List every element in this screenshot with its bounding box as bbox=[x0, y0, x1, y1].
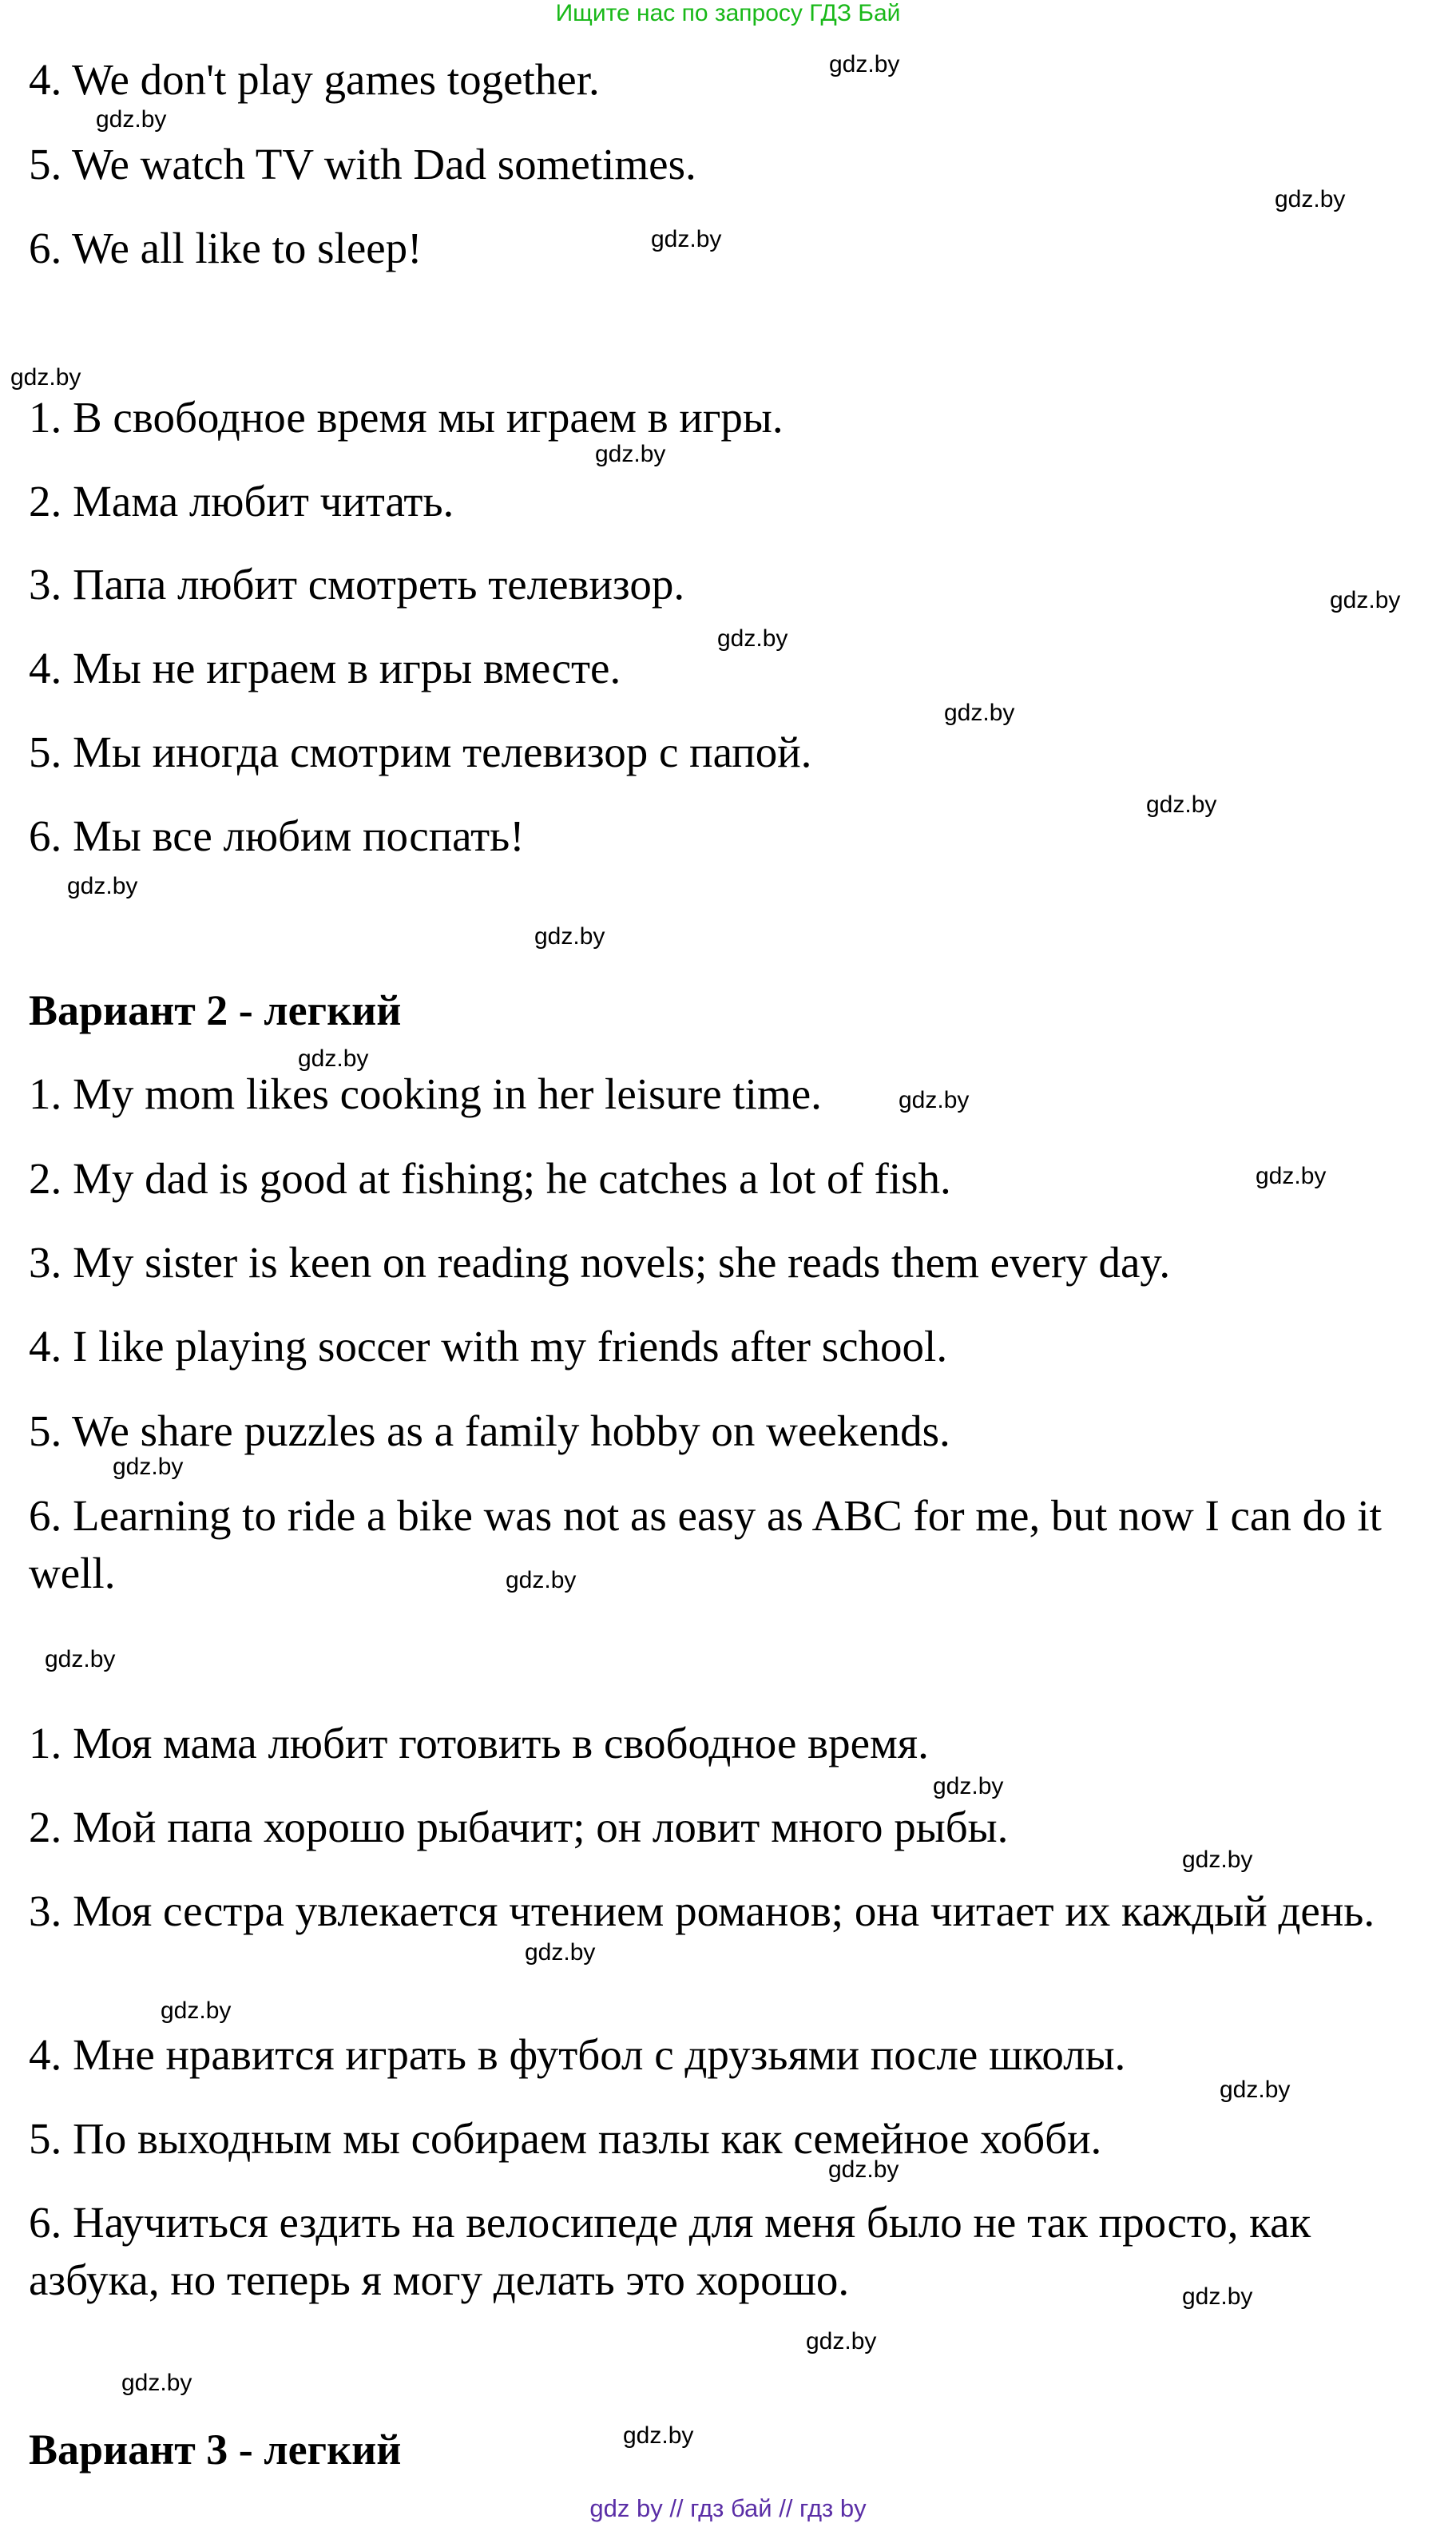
watermark: gdz.by bbox=[1330, 587, 1401, 613]
watermark: gdz.by bbox=[651, 226, 722, 252]
watermark: gdz.by bbox=[595, 441, 666, 467]
watermark: gdz.by bbox=[717, 625, 788, 652]
english-sentence-4: 4. We don't play games together. bbox=[29, 55, 600, 104]
watermark: gdz.by bbox=[933, 1773, 1004, 1799]
watermark: gdz.by bbox=[45, 1646, 116, 1672]
watermark: gdz.by bbox=[161, 1997, 232, 2024]
russian-sentence-1: 1. В свободное время мы играем в игры. bbox=[29, 393, 784, 442]
watermark: gdz.by bbox=[944, 700, 1015, 726]
v2-russian-sentence-4: 4. Мне нравится играть в футбол с друзьями после школы. bbox=[29, 2030, 1126, 2079]
v2-english-sentence-5: 5. We share puzzles as a family hobby on weekends. bbox=[29, 1406, 950, 1455]
v2-english-sentence-1: 1. My mom likes cooking in her leisure time. bbox=[29, 1069, 822, 1118]
russian-sentence-2: 2. Мама любит читать. bbox=[29, 477, 454, 526]
v2-english-sentence-6: 6. Learning to ride a bike was not as easy as ABC for me, but now I can do it well. bbox=[29, 1491, 1382, 1597]
watermark: gdz.by bbox=[1182, 1847, 1253, 1873]
watermark: gdz.by bbox=[1275, 186, 1346, 212]
russian-sentence-5: 5. Мы иногда смотрим телевизор с папой. bbox=[29, 728, 812, 776]
watermark: gdz.by bbox=[113, 1454, 184, 1480]
watermark: gdz.by bbox=[298, 1045, 369, 1072]
variant-3-heading: Вариант 3 - легкий bbox=[29, 2426, 402, 2473]
watermark: gdz.by bbox=[828, 2156, 899, 2183]
watermark: gdz.by bbox=[899, 1087, 970, 1113]
watermark: gdz.by bbox=[806, 2328, 877, 2354]
russian-sentence-4: 4. Мы не играем в игры вместе. bbox=[29, 644, 621, 692]
header-search-link[interactable]: Ищите нас по запросу ГДЗ Бай bbox=[555, 0, 901, 26]
watermark: gdz.by bbox=[67, 873, 138, 899]
watermark: gdz.by bbox=[534, 923, 605, 950]
watermark: gdz.by bbox=[525, 1939, 596, 1966]
watermark: gdz.by bbox=[1146, 791, 1217, 818]
v2-english-sentence-4: 4. I like playing soccer with my friends after school. bbox=[29, 1322, 948, 1371]
v2-english-sentence-3: 3. My sister is keen on reading novels; she reads them every day. bbox=[29, 1238, 1171, 1287]
watermark: gdz.by bbox=[623, 2422, 694, 2449]
watermark: gdz.by bbox=[829, 51, 900, 77]
v2-russian-sentence-3: 3. Моя сестра увлекается чтением романов; она читает их каждый день. bbox=[29, 1886, 1375, 1935]
v2-russian-sentence-6: 6. Научиться ездить на велосипеде для меня было не так просто, как азбука, но теперь я могу делать это хорошо. bbox=[29, 2198, 1311, 2304]
watermark: gdz.by bbox=[10, 364, 81, 391]
variant-2-heading: Вариант 2 - легкий bbox=[29, 986, 402, 1034]
russian-sentence-3: 3. Папа любит смотреть телевизор. bbox=[29, 560, 685, 609]
v2-russian-sentence-2: 2. Мой папа хорошо рыбачит; он ловит много рыбы. bbox=[29, 1803, 1009, 1851]
v2-russian-sentence-5: 5. По выходным мы собираем пазлы как семейное хобби. bbox=[29, 2114, 1102, 2163]
russian-sentence-6: 6. Мы все любим поспать! bbox=[29, 811, 525, 860]
watermark: gdz.by bbox=[96, 106, 167, 133]
v2-russian-sentence-1: 1. Моя мама любит готовить в свободное время. bbox=[29, 1719, 929, 1767]
watermark: gdz.by bbox=[1256, 1163, 1327, 1189]
english-sentence-5: 5. We watch TV with Dad sometimes. bbox=[29, 140, 696, 188]
watermark: gdz.by bbox=[1182, 2283, 1253, 2310]
watermark: gdz.by bbox=[121, 2370, 192, 2396]
english-sentence-6: 6. We all like to sleep! bbox=[29, 224, 423, 272]
watermark: gdz.by bbox=[1220, 2077, 1291, 2103]
watermark: gdz.by bbox=[506, 1567, 577, 1593]
footer-site-links[interactable]: gdz by // гдз бай // гдз by bbox=[589, 2494, 867, 2522]
v2-english-sentence-2: 2. My dad is good at fishing; he catches a lot of fish. bbox=[29, 1154, 951, 1203]
